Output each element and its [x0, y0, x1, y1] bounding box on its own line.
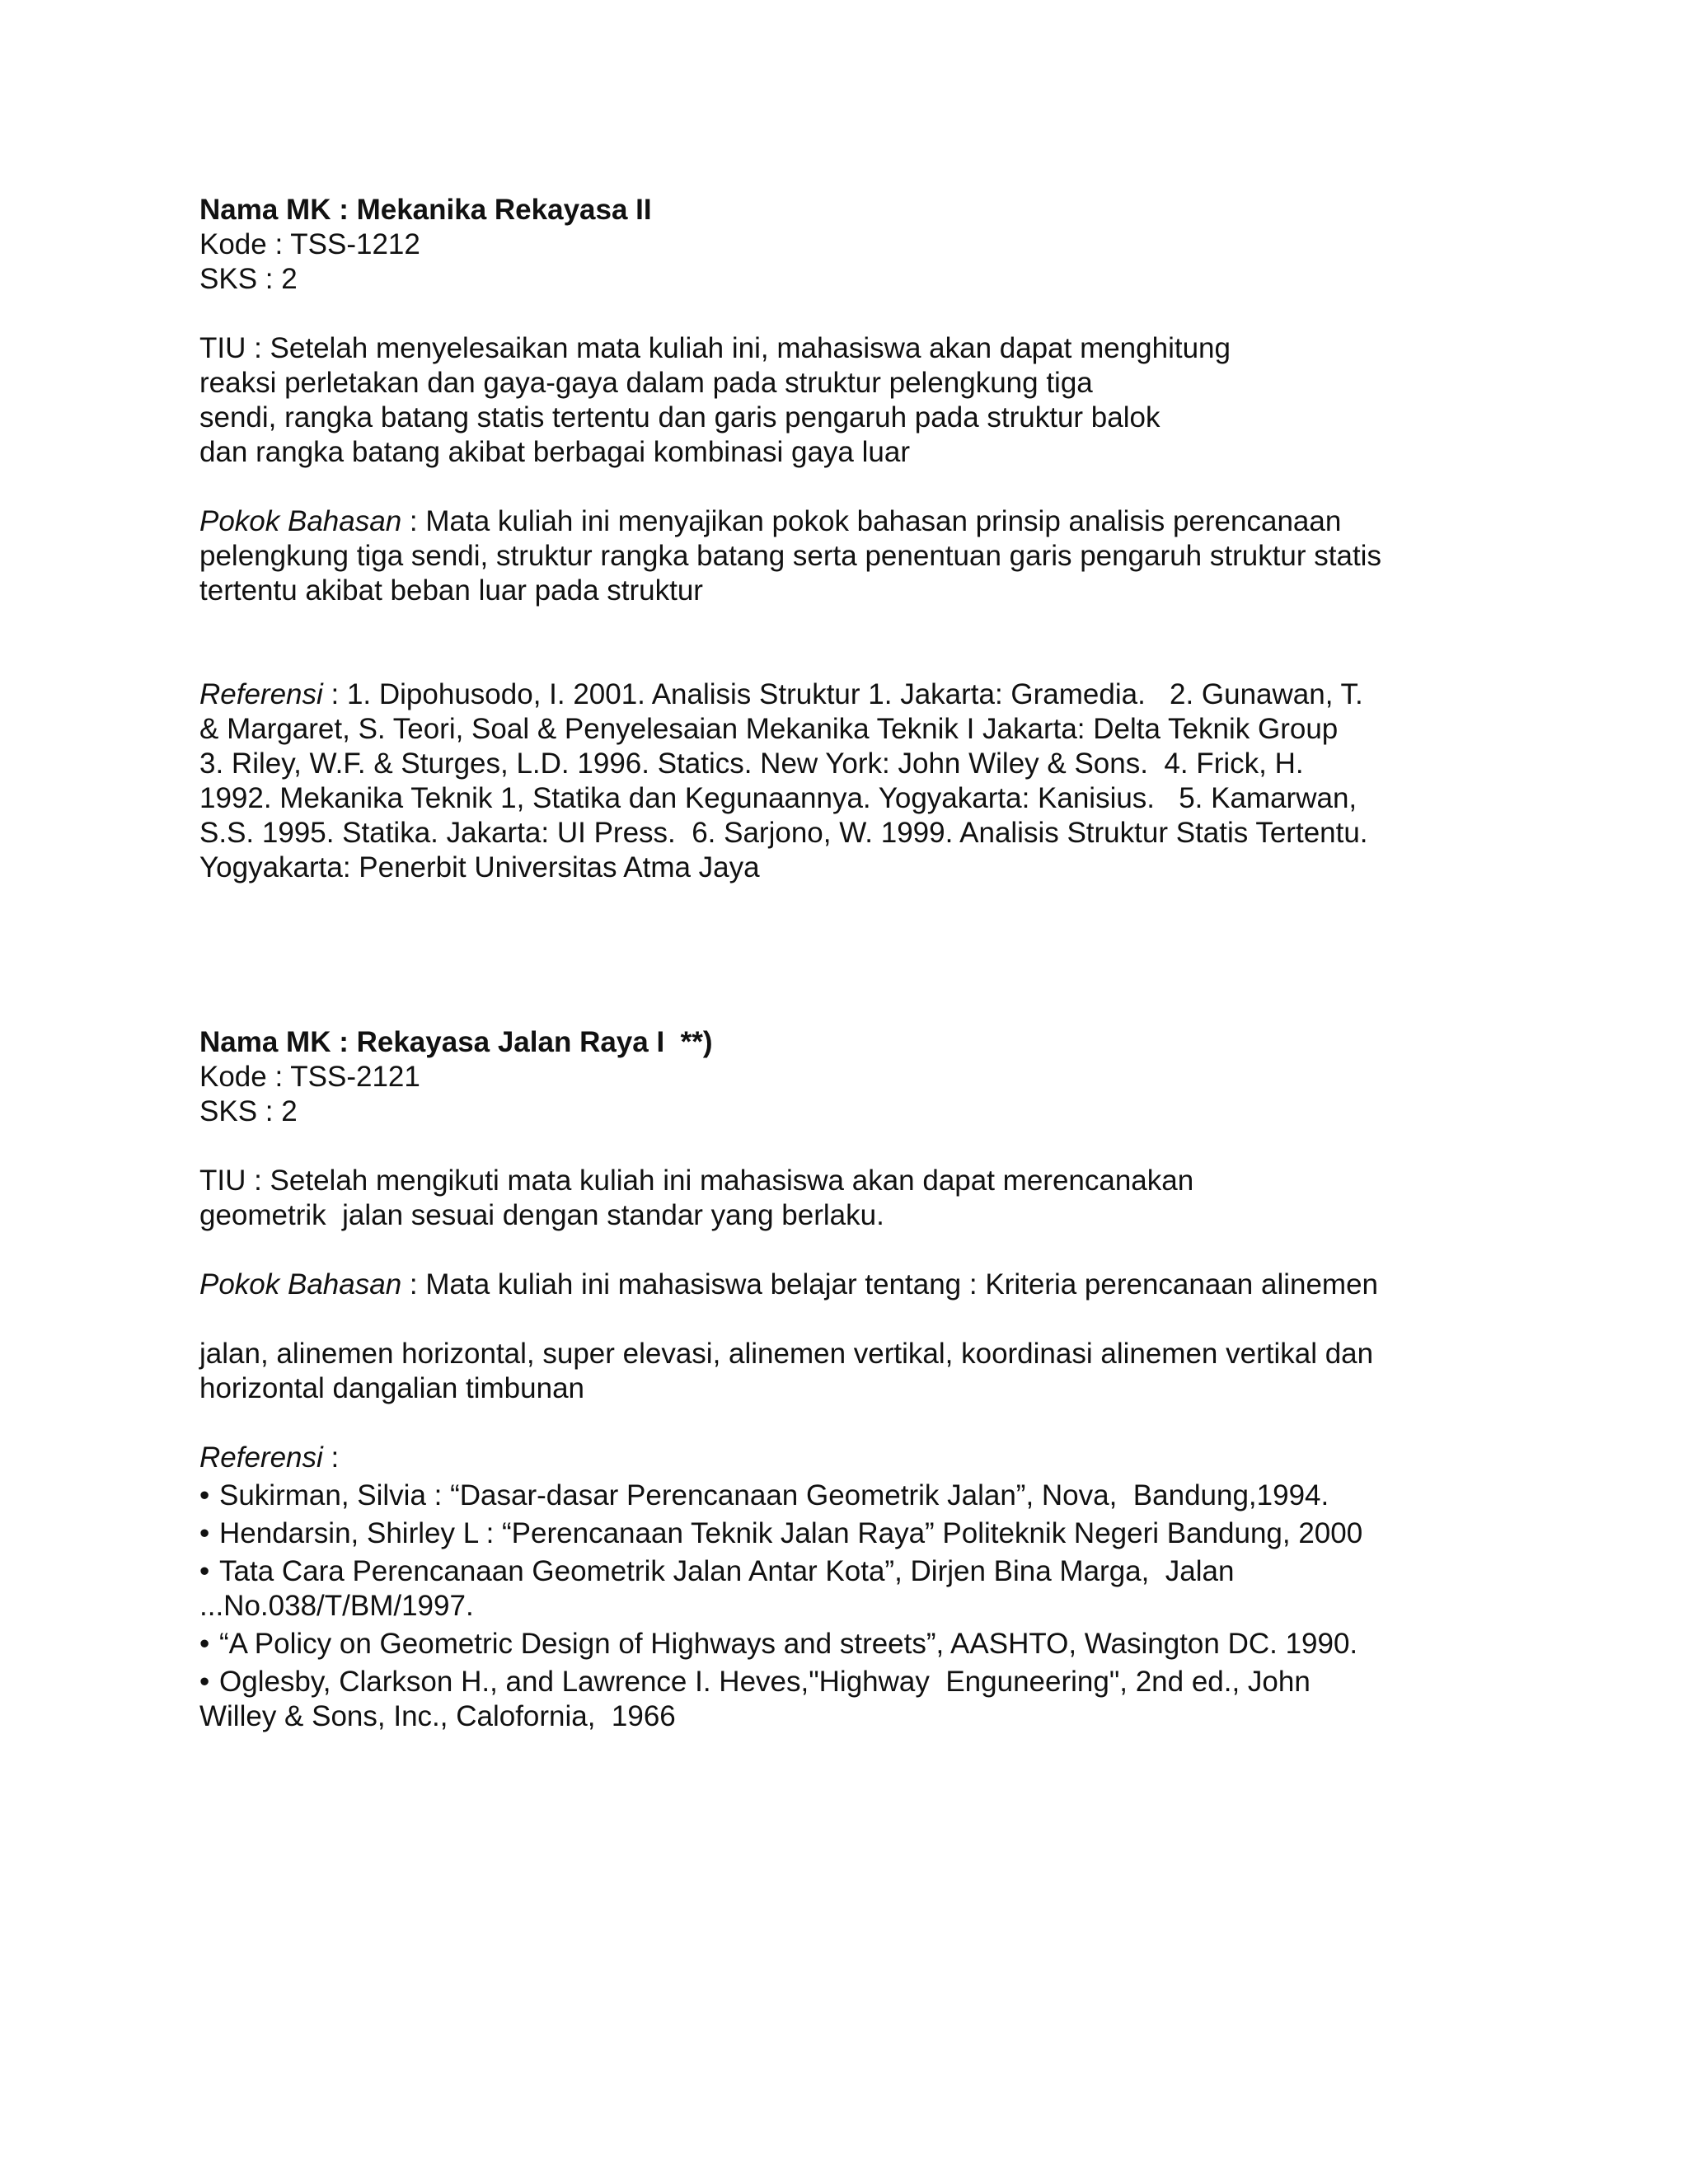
course-1-referensi — [199, 677, 1518, 885]
course-1-sks: SKS : 2 — [199, 263, 298, 295]
ref-text: Sukirman, Silvia : “Dasar-dasar Perencanaan Geometrik Jalan”, Nova, Bandung,1994. — [219, 1479, 1329, 1511]
ref-text: : 1. Dipohusodo, I. 2001. Analisis Struktur 1. Jakarta: Gramedia. 2. Gunawan, T. — [322, 678, 1363, 710]
pokok-text: : Mata kuliah ini mahasiswa belajar tentang : Kriteria perencanaan alinemen — [401, 1268, 1379, 1301]
bullet-icon: • — [199, 1479, 210, 1511]
pokok-line — [199, 1268, 1518, 1302]
course-2-kode: Kode : TSS-2121 — [199, 1061, 420, 1093]
ref-cont: Willey & Sons, Inc., Calofornia, 1966 — [199, 1700, 676, 1732]
ref-colon: : — [322, 1441, 340, 1474]
pokok-line: jalan, alinemen horizontal, super elevasi, alinemen vertikal, koordinasi alinemen vertikal dan — [199, 1338, 1374, 1370]
bullet-icon: • — [199, 1666, 210, 1698]
bullet-icon: • — [199, 1628, 210, 1660]
course-1-title: Nama MK : Mekanika Rekayasa II — [199, 194, 652, 226]
pokok-label: Pokok Bahasan — [199, 505, 402, 537]
ref-line: 3. Riley, W.F. & Sturges, L.D. 1996. Statics. New York: John Wiley & Sons. 4. Frick, H. — [199, 748, 1304, 780]
ref-label: Referensi — [199, 678, 323, 710]
ref-item — [199, 1554, 1518, 1589]
ref-line — [199, 677, 1518, 712]
course-2-pokok-bahasan — [199, 1268, 1518, 1302]
ref-line: & Margaret, S. Teori, Soal & Penyelesaian Mekanika Teknik I Jakarta: Delta Teknik Group — [199, 713, 1339, 745]
course-1-tiu — [199, 331, 1518, 470]
ref-item — [199, 1516, 1518, 1551]
course-2-title: Nama MK : Rekayasa Jalan Raya I **) — [199, 1026, 713, 1058]
tiu-line: sendi, rangka batang statis tertentu dan garis pengaruh pada struktur balok — [199, 401, 1160, 434]
course-1-kode: Kode : TSS-1212 — [199, 228, 420, 260]
ref-cont: ...No.038/T/BM/1997. — [199, 1590, 474, 1622]
pokok-line: tertentu akibat beban luar pada struktur — [199, 574, 703, 607]
ref-line: S.S. 1995. Statika. Jakarta: UI Press. 6. Sarjono, W. 1999. Analisis Struktur Statis Tertentu. — [199, 817, 1368, 849]
ref-text: “A Policy on Geometric Design of Highways and streets”, AASHTO, Wasington DC. 1990. — [219, 1628, 1358, 1660]
course-2-header — [199, 1025, 1518, 1129]
course-2-sks: SKS : 2 — [199, 1095, 298, 1127]
course-1-pokok-bahasan — [199, 504, 1518, 608]
pokok-text: : Mata kuliah ini menyajikan pokok bahasan prinsip analisis perencanaan — [401, 505, 1342, 537]
course-1-header — [199, 193, 1518, 297]
ref-heading — [199, 1441, 1518, 1475]
ref-item — [199, 1665, 1518, 1699]
ref-item — [199, 1627, 1518, 1661]
tiu-line: reaksi perletakan dan gaya-gaya dalam pada struktur pelengkung tiga — [199, 367, 1093, 399]
pokok-line: horizontal dangalian timbunan — [199, 1372, 584, 1404]
course-2-pokok-bahasan-cont — [199, 1337, 1518, 1406]
ref-item — [199, 1479, 1518, 1513]
ref-label: Referensi — [199, 1441, 323, 1474]
bullet-icon: • — [199, 1517, 210, 1549]
pokok-line: pelengkung tiga sendi, struktur rangka batang serta penentuan garis pengaruh struktur statis — [199, 540, 1381, 572]
bullet-icon: • — [199, 1555, 210, 1587]
course-2-referensi — [199, 1441, 1518, 1734]
ref-line: Yogyakarta: Penerbit Universitas Atma Jaya — [199, 851, 760, 883]
course-2-tiu — [199, 1164, 1518, 1233]
tiu-line: dan rangka batang akibat berbagai kombinasi gaya luar — [199, 436, 910, 468]
tiu-line: TIU : Setelah mengikuti mata kuliah ini mahasiswa akan dapat merencanakan — [199, 1165, 1194, 1197]
ref-text: Tata Cara Perencanaan Geometrik Jalan Antar Kota”, Dirjen Bina Marga, Jalan — [219, 1555, 1235, 1587]
tiu-line: TIU : Setelah menyelesaikan mata kuliah ini, mahasiswa akan dapat menghitung — [199, 332, 1231, 364]
ref-text: Oglesby, Clarkson H., and Lawrence I. Heves,"Highway Enguneering", 2nd ed., John — [219, 1666, 1311, 1698]
ref-line: 1992. Mekanika Teknik 1, Statika dan Kegunaannya. Yogyakarta: Kanisius. 5. Kamarwan, — [199, 782, 1357, 814]
tiu-line: geometrik jalan sesuai dengan standar yang berlaku. — [199, 1199, 884, 1231]
ref-text: Hendarsin, Shirley L : “Perencanaan Teknik Jalan Raya” Politeknik Negeri Bandung, 2000 — [219, 1517, 1363, 1549]
pokok-label: Pokok Bahasan — [199, 1268, 402, 1301]
pokok-line — [199, 504, 1518, 539]
